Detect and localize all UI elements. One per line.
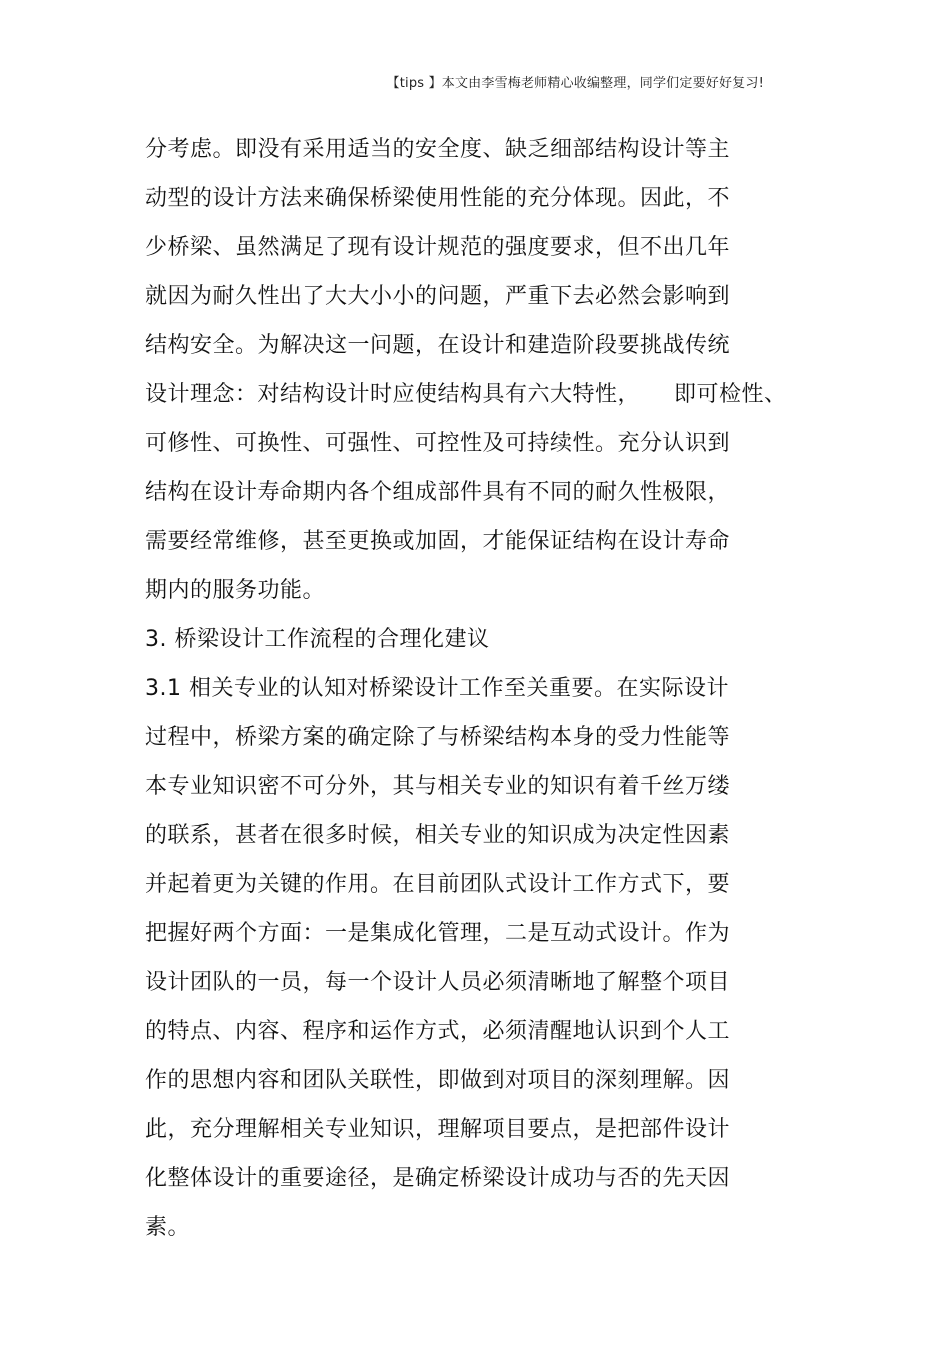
text-line: 可修性、可换性、可强性、可控性及可持续性。充分认识到 bbox=[145, 431, 731, 456]
text-line: 设计理念：对结构设计时应使结构具有六大特性， 即可检性、 bbox=[145, 382, 787, 407]
text-line: 需要经常维修，甚至更换或加固，才能保证结构在设计寿命 bbox=[145, 529, 731, 554]
text-line: 素。 bbox=[145, 1215, 191, 1240]
text-line: 化整体设计的重要途径，是确定桥梁设计成功与否的先天因 bbox=[145, 1166, 731, 1191]
text-line: 本专业知识密不可分外，其与相关专业的知识有着千丝万缕 bbox=[145, 774, 731, 799]
text-line: 期内的服务功能。 bbox=[145, 578, 326, 603]
document-body bbox=[145, 125, 845, 1252]
text-line: 就因为耐久性出了大大小小的问题，严重下去必然会影响到 bbox=[145, 284, 731, 309]
text-line: 动型的设计方法来确保桥梁使用性能的充分体现。因此，不 bbox=[145, 186, 731, 211]
text-line: 过程中，桥梁方案的确定除了与桥梁结构本身的受力性能等 bbox=[145, 725, 731, 750]
text-line: 分考虑。即没有采用适当的安全度、缺乏细部结构设计等主 bbox=[145, 137, 731, 162]
subsection-heading-line: 3.1 相关专业的认知对桥梁设计工作至关重要。在实际设计 bbox=[145, 676, 729, 701]
text-line: 少桥梁、虽然满足了现有设计规范的强度要求，但不出几年 bbox=[145, 235, 731, 260]
text-line: 并起着更为关键的作用。在目前团队式设计工作方式下，要 bbox=[145, 872, 731, 897]
header-tips-note: 【tips 】本文由李雪梅老师精心收编整理，同学们定要好好复习! bbox=[386, 76, 764, 91]
text-line: 作的思想内容和团队关联性，即做到对项目的深刻理解。因 bbox=[145, 1068, 731, 1093]
text-line: 的联系，甚者在很多时候，相关专业的知识成为决定性因素 bbox=[145, 823, 731, 848]
text-line: 此，充分理解相关专业知识，理解项目要点，是把部件设计 bbox=[145, 1117, 731, 1142]
text-line: 的特点、内容、程序和运作方式，必须清醒地认识到个人工 bbox=[145, 1019, 731, 1044]
text-line: 设计团队的一员，每一个设计人员必须清晰地了解整个项目 bbox=[145, 970, 731, 995]
section-heading: 3. 桥梁设计工作流程的合理化建议 bbox=[145, 627, 490, 652]
text-line: 结构安全。为解决这一问题，在设计和建造阶段要挑战传统 bbox=[145, 333, 731, 358]
text-line: 结构在设计寿命期内各个组成部件具有不同的耐久性极限， bbox=[145, 480, 731, 505]
text-line: 把握好两个方面：一是集成化管理，二是互动式设计。作为 bbox=[145, 921, 731, 946]
